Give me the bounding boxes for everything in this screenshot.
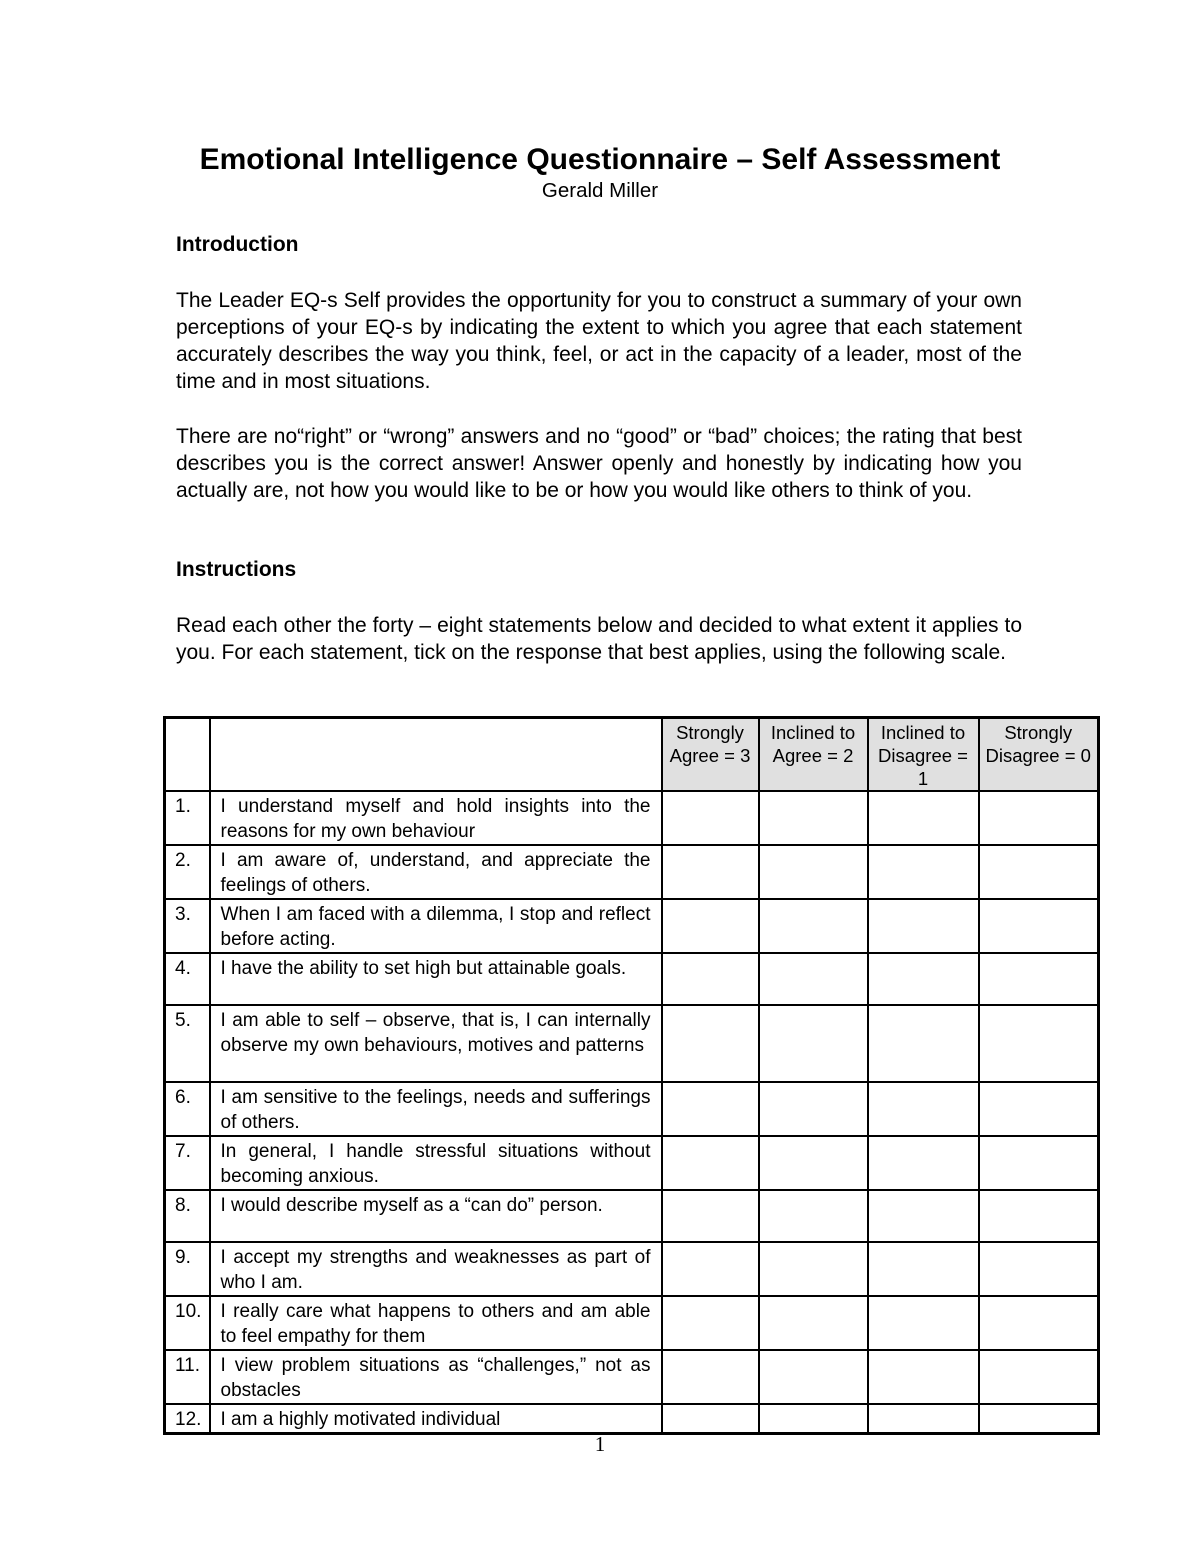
statement-text: I would describe myself as a “can do” person. bbox=[210, 1190, 662, 1242]
table-row bbox=[165, 1190, 1099, 1242]
statement-text: I am able to self – observe, that is, I can internally observe my own behaviours, motives and patterns bbox=[210, 1005, 662, 1082]
response-cell-inclined-to-disagree[interactable] bbox=[868, 1082, 979, 1136]
questionnaire-table bbox=[163, 716, 1100, 1435]
statement-number: 6. bbox=[165, 1082, 210, 1136]
response-cell-strongly-disagree[interactable] bbox=[979, 1242, 1099, 1296]
response-cell-strongly-agree[interactable] bbox=[662, 953, 759, 1005]
table-row bbox=[165, 899, 1099, 953]
header-statement-cell bbox=[210, 718, 662, 792]
header-strongly-agree: Strongly Agree = 3 bbox=[662, 718, 759, 792]
table-row bbox=[165, 791, 1099, 845]
instructions-paragraph: Read each other the forty – eight statements below and decided to what extent it applies to you. For each statement, tick on the response that best applies, using the following scale. bbox=[176, 614, 1022, 664]
response-cell-strongly-agree[interactable] bbox=[662, 1005, 759, 1082]
statement-text: I really care what happens to others and am able to feel empathy for them bbox=[210, 1296, 662, 1350]
statement-text: I accept my strengths and weaknesses as part of who I am. bbox=[210, 1242, 662, 1296]
introduction-paragraph-1: The Leader EQ-s Self provides the opportunity for you to construct a summary of your own perceptions of your EQ-s by indicating the extent to which you agree that each statement accurately describes the way you think, feel, or act in the capacity of a leader, most of the time and in most situations. bbox=[176, 289, 1022, 393]
statement-text: I have the ability to set high but attainable goals. bbox=[210, 953, 662, 1005]
header-strongly-disagree: Strongly Disagree = 0 bbox=[979, 718, 1099, 792]
response-cell-inclined-to-disagree[interactable] bbox=[868, 791, 979, 845]
table-row bbox=[165, 1350, 1099, 1404]
response-cell-inclined-to-agree[interactable] bbox=[759, 1082, 868, 1136]
response-cell-strongly-disagree[interactable] bbox=[979, 953, 1099, 1005]
table-row bbox=[165, 1082, 1099, 1136]
introduction-paragraph-2: There are no“right” or “wrong” answers and no “good” or “bad” choices; the rating that best describes you is the correct answer! Answer openly and honestly by indicating how you actually are, not how you would like to be or how you would like others to think of you. bbox=[176, 425, 1022, 502]
header-inclined-to-agree: Inclined to Agree = 2 bbox=[759, 718, 868, 792]
document-title: Emotional Intelligence Questionnaire – Self Assessment bbox=[199, 143, 1001, 176]
header-number-cell bbox=[165, 718, 210, 792]
response-cell-strongly-disagree[interactable] bbox=[979, 1404, 1099, 1434]
header-inclined-to-disagree: Inclined to Disagree = 1 bbox=[868, 718, 979, 792]
response-cell-strongly-agree[interactable] bbox=[662, 845, 759, 899]
response-cell-strongly-disagree[interactable] bbox=[979, 1190, 1099, 1242]
introduction-heading: Introduction bbox=[176, 233, 299, 256]
response-cell-strongly-disagree[interactable] bbox=[979, 1136, 1099, 1190]
response-cell-inclined-to-disagree[interactable] bbox=[868, 1005, 979, 1082]
response-cell-inclined-to-agree[interactable] bbox=[759, 845, 868, 899]
statement-number: 8. bbox=[165, 1190, 210, 1242]
statement-text: I am sensitive to the feelings, needs and sufferings of others. bbox=[210, 1082, 662, 1136]
response-cell-strongly-agree[interactable] bbox=[662, 1136, 759, 1190]
response-cell-inclined-to-disagree[interactable] bbox=[868, 845, 979, 899]
response-cell-strongly-agree[interactable] bbox=[662, 1404, 759, 1434]
statement-text: When I am faced with a dilemma, I stop and reflect before acting. bbox=[210, 899, 662, 953]
table-row bbox=[165, 1242, 1099, 1296]
response-cell-inclined-to-disagree[interactable] bbox=[868, 1136, 979, 1190]
response-cell-strongly-disagree[interactable] bbox=[979, 1082, 1099, 1136]
response-cell-strongly-agree[interactable] bbox=[662, 1296, 759, 1350]
response-cell-strongly-disagree[interactable] bbox=[979, 791, 1099, 845]
statement-text: In general, I handle stressful situations without becoming anxious. bbox=[210, 1136, 662, 1190]
table-row bbox=[165, 953, 1099, 1005]
table-row bbox=[165, 1296, 1099, 1350]
response-cell-strongly-agree[interactable] bbox=[662, 1350, 759, 1404]
response-cell-strongly-disagree[interactable] bbox=[979, 1296, 1099, 1350]
statement-number: 9. bbox=[165, 1242, 210, 1296]
statement-number: 2. bbox=[165, 845, 210, 899]
statement-number: 5. bbox=[165, 1005, 210, 1082]
table-row bbox=[165, 1136, 1099, 1190]
statement-text: I view problem situations as “challenges,” not as obstacles bbox=[210, 1350, 662, 1404]
statement-text: I am a highly motivated individual bbox=[210, 1404, 662, 1434]
response-cell-strongly-agree[interactable] bbox=[662, 1082, 759, 1136]
response-cell-strongly-disagree[interactable] bbox=[979, 899, 1099, 953]
statement-number: 11. bbox=[165, 1350, 210, 1404]
statement-number: 3. bbox=[165, 899, 210, 953]
response-cell-inclined-to-disagree[interactable] bbox=[868, 953, 979, 1005]
response-cell-inclined-to-agree[interactable] bbox=[759, 791, 868, 845]
table-row bbox=[165, 845, 1099, 899]
response-cell-inclined-to-disagree[interactable] bbox=[868, 1350, 979, 1404]
author-name: Gerald Miller bbox=[541, 179, 659, 202]
response-cell-inclined-to-agree[interactable] bbox=[759, 953, 868, 1005]
page-number: 1 bbox=[594, 1432, 606, 1456]
response-cell-inclined-to-agree[interactable] bbox=[759, 1136, 868, 1190]
response-cell-strongly-agree[interactable] bbox=[662, 1190, 759, 1242]
response-cell-inclined-to-agree[interactable] bbox=[759, 1190, 868, 1242]
response-cell-inclined-to-disagree[interactable] bbox=[868, 1190, 979, 1242]
response-cell-strongly-agree[interactable] bbox=[662, 1242, 759, 1296]
response-cell-inclined-to-agree[interactable] bbox=[759, 1005, 868, 1082]
statement-text: I am aware of, understand, and appreciate the feelings of others. bbox=[210, 845, 662, 899]
statement-number: 7. bbox=[165, 1136, 210, 1190]
response-cell-strongly-disagree[interactable] bbox=[979, 1005, 1099, 1082]
table-row bbox=[165, 1404, 1099, 1434]
response-cell-inclined-to-agree[interactable] bbox=[759, 1350, 868, 1404]
statement-number: 12. bbox=[165, 1404, 210, 1434]
statement-number: 1. bbox=[165, 791, 210, 845]
response-cell-inclined-to-agree[interactable] bbox=[759, 899, 868, 953]
response-cell-inclined-to-disagree[interactable] bbox=[868, 1242, 979, 1296]
response-cell-inclined-to-disagree[interactable] bbox=[868, 1296, 979, 1350]
response-cell-strongly-agree[interactable] bbox=[662, 899, 759, 953]
statement-text: I understand myself and hold insights into the reasons for my own behaviour bbox=[210, 791, 662, 845]
response-cell-strongly-agree[interactable] bbox=[662, 791, 759, 845]
response-cell-inclined-to-disagree[interactable] bbox=[868, 899, 979, 953]
response-cell-strongly-disagree[interactable] bbox=[979, 845, 1099, 899]
instructions-heading: Instructions bbox=[176, 558, 297, 581]
response-cell-inclined-to-agree[interactable] bbox=[759, 1242, 868, 1296]
statement-number: 4. bbox=[165, 953, 210, 1005]
table-header-row bbox=[165, 718, 1099, 792]
response-cell-strongly-disagree[interactable] bbox=[979, 1350, 1099, 1404]
table-row bbox=[165, 1005, 1099, 1082]
response-cell-inclined-to-agree[interactable] bbox=[759, 1404, 868, 1434]
response-cell-inclined-to-agree[interactable] bbox=[759, 1296, 868, 1350]
statement-number: 10. bbox=[165, 1296, 210, 1350]
response-cell-inclined-to-disagree[interactable] bbox=[868, 1404, 979, 1434]
